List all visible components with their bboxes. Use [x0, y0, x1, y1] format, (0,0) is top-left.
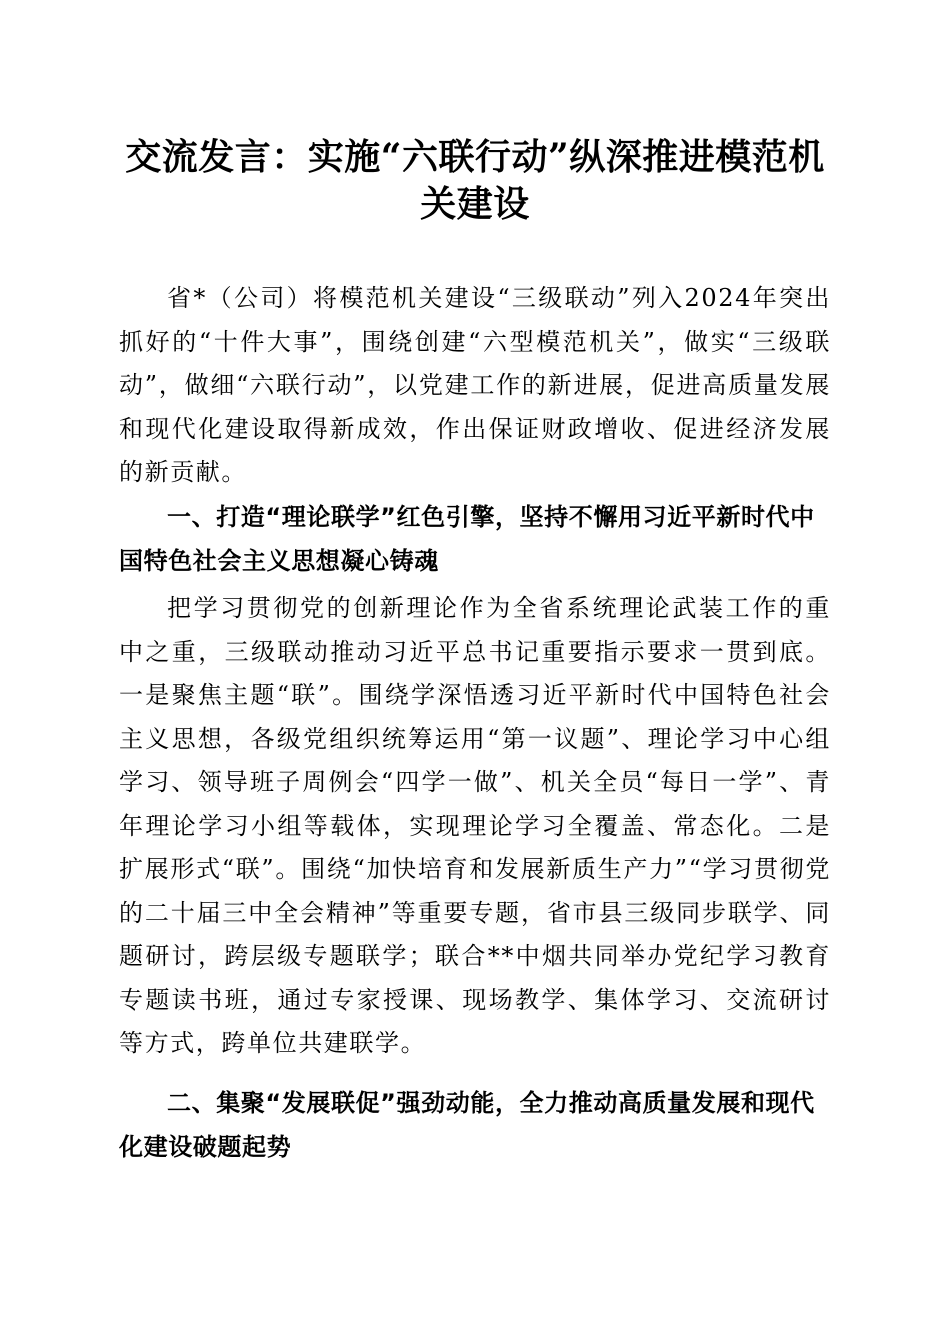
section-one-paragraph: 把学习贯彻党的创新理论作为全省系统理论武装工作的重中之重，三级联动推动习近平总书记重要指示要求一贯到底。一是聚焦主题“联”。围绕学深悟透习近平新时代中国特色社会主义思想，各级党组织统筹运用“第一议题”、理论学习中心组学习、领导班子周例会“四学一做”、机关全员“每日一学”、青年理论学习小组等载体，实现理论学习全覆盖、常态化。二是扩展形式“联”。围绕“加快培育和发展新质生产力”“学习贯彻党的二十届三中全会精神”等重要专题，省市县三级同步联学、同题研讨，跨层级专题联学；联合**中烟共同举办党纪学习教育专题读书班，通过专家授课、现场教学、集体学习、交流研讨等方式，跨单位共建联学。 — [119, 594, 831, 1057]
section-one-heading: 一、打造“理论联学”红色引擎，坚持不懈用习近平新时代中国特色社会主义思想凝心铸魂 — [119, 503, 815, 575]
document-title: 交流发言：实施“六联行动”纵深推进模范机关建设 — [125, 136, 825, 225]
section-two-heading: 二、集聚“发展联促”强劲动能，全力推动高质量发展和现代化建设破题起势 — [119, 1089, 815, 1161]
intro-paragraph: 省*（公司）将模范机关建设“三级联动”列入2024年突出抓好的“十件大事”，围绕创建“六型模范机关”，做实“三级联动”，做细“六联行动”，以党建工作的新进展，促进高质量发展和现代化建设取得新成效，作出保证财政增收、促进经济发展的新贡献。 — [119, 284, 831, 486]
